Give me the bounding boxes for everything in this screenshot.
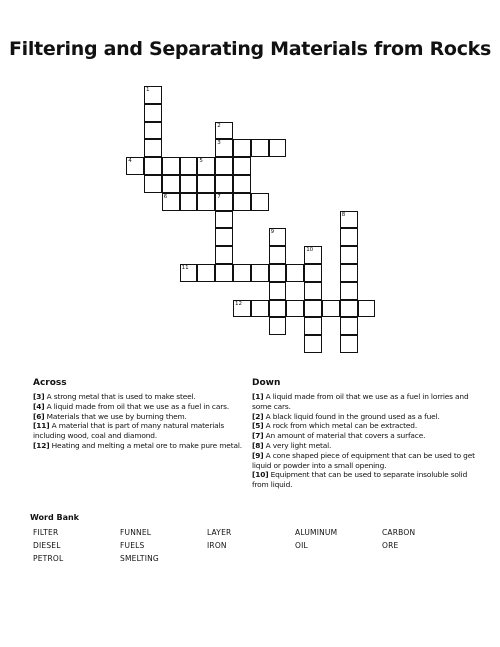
crossword-cell[interactable] — [340, 264, 358, 282]
crossword-cell[interactable] — [340, 317, 358, 335]
crossword-cell[interactable] — [215, 139, 233, 157]
clue-item — [252, 441, 477, 451]
crossword-cell[interactable] — [162, 193, 180, 211]
crossword-cell[interactable] — [215, 193, 233, 211]
clue-number: 6 — [163, 193, 168, 200]
crossword-cell[interactable] — [144, 175, 162, 193]
crossword-cell[interactable] — [304, 282, 322, 300]
crossword-cell[interactable] — [197, 175, 215, 193]
crossword-cell[interactable] — [340, 300, 358, 318]
crossword-cell[interactable] — [269, 139, 287, 157]
clue-item-number: [9] — [252, 450, 264, 460]
clue-number: 2 — [217, 122, 221, 129]
down-heading: Down — [252, 378, 281, 388]
clue-number: 1 — [146, 87, 150, 93]
clue-item — [33, 392, 258, 402]
crossword-cell[interactable] — [251, 193, 269, 211]
clue-item-text: A strong metal that is used to make steel. — [44, 392, 196, 401]
crossword-cell[interactable] — [215, 175, 233, 193]
crossword-cell[interactable] — [233, 175, 251, 193]
crossword-cell[interactable] — [340, 282, 358, 300]
crossword-cell[interactable] — [215, 246, 233, 264]
crossword-cell[interactable] — [251, 300, 269, 318]
clue-number: 8 — [341, 211, 346, 218]
crossword-cell[interactable] — [215, 122, 233, 140]
across-heading: Across — [33, 378, 67, 388]
clue-item-number: [8] — [252, 440, 264, 450]
clue-number: 11 — [181, 265, 189, 271]
crossword-cell[interactable] — [233, 139, 251, 157]
clue-number: 4 — [128, 158, 132, 165]
crossword-cell[interactable] — [144, 104, 162, 122]
crossword-cell[interactable] — [215, 157, 233, 175]
word-bank-word: DIESEL — [33, 541, 61, 550]
clue-item-text: A cone shaped piece of equipment that can be used to get liquid or powder into a small opening. — [252, 450, 475, 470]
clue-number: 9 — [270, 229, 275, 236]
crossword-cell[interactable] — [180, 157, 198, 175]
word-bank-word: LAYER — [207, 528, 232, 537]
crossword-cell[interactable] — [162, 157, 180, 175]
clue-item — [33, 441, 258, 451]
crossword-cell[interactable] — [251, 264, 269, 282]
clue-item-text: A liquid made from oil that we use as a fuel in cars. — [44, 401, 230, 411]
clue-item — [252, 392, 477, 412]
word-bank-word: ALUMINUM — [295, 528, 338, 537]
clue-item-text: A liquid made from oil that we use as a fuel in lorries and some cars. — [252, 392, 469, 411]
crossword-cell[interactable] — [144, 122, 162, 140]
clue-item-number: [4] — [33, 401, 45, 411]
crossword-cell[interactable] — [215, 211, 233, 229]
crossword-cell[interactable] — [197, 157, 215, 175]
clue-item-number: [12] — [33, 440, 50, 450]
clue-number: 7 — [217, 193, 221, 200]
clue-item-number: [2] — [252, 411, 264, 421]
clue-item-text: Equipment that can be used to separate insoluble solid from liquid. — [252, 470, 468, 490]
clue-number: 3 — [217, 140, 221, 147]
crossword-cell[interactable] — [197, 193, 215, 211]
crossword-cell[interactable] — [233, 300, 251, 318]
clue-item — [252, 412, 477, 422]
crossword-cell[interactable] — [304, 300, 322, 318]
word-bank-word: FILTER — [33, 528, 59, 537]
word-bank-word: FUELS — [120, 541, 145, 550]
crossword-cell[interactable] — [197, 264, 215, 282]
crossword-cell[interactable] — [144, 86, 162, 104]
word-bank-word: OIL — [295, 541, 308, 550]
crossword-cell[interactable] — [180, 175, 198, 193]
word-bank-word: SMELTING — [120, 554, 159, 563]
crossword-cell[interactable] — [358, 300, 376, 318]
word-bank-word: IRON — [207, 541, 227, 550]
word-bank-word: ORE — [382, 541, 399, 550]
crossword-cell[interactable] — [322, 300, 340, 318]
clue-item-text: A very light metal. — [263, 440, 332, 450]
clue-number: 12 — [235, 300, 242, 307]
crossword-cell[interactable] — [269, 300, 287, 318]
crossword-cell[interactable] — [304, 264, 322, 282]
crossword-cell[interactable] — [269, 282, 287, 300]
clue-item-number: [7] — [252, 431, 264, 441]
crossword-cell[interactable] — [340, 246, 358, 264]
crossword-cell[interactable] — [233, 157, 251, 175]
crossword-cell[interactable] — [180, 193, 198, 211]
crossword-cell[interactable] — [233, 264, 251, 282]
crossword-cell[interactable] — [286, 264, 304, 282]
clue-number: 10 — [306, 247, 314, 254]
clue-item — [252, 470, 477, 490]
crossword-cell[interactable] — [251, 139, 269, 157]
crossword-cell[interactable] — [304, 317, 322, 335]
crossword-cell[interactable] — [144, 157, 162, 175]
word-bank-title: Word Bank — [30, 513, 80, 522]
crossword-cell[interactable] — [269, 317, 287, 335]
word-bank-word: PETROL — [33, 554, 64, 563]
across-clues — [33, 392, 258, 451]
crossword-cell[interactable] — [304, 335, 322, 353]
clue-item-text: A black liquid found in the ground used as a fuel. — [263, 411, 440, 421]
clue-item — [33, 402, 258, 412]
crossword-cell[interactable] — [340, 211, 358, 229]
word-bank-word: FUNNEL — [120, 528, 152, 537]
clue-item-number: [1] — [252, 392, 264, 401]
crossword-cell[interactable] — [286, 300, 304, 318]
crossword-cell[interactable] — [126, 157, 144, 175]
crossword-cell[interactable] — [162, 175, 180, 193]
crossword-cell[interactable] — [233, 193, 251, 211]
clue-item-text: A rock from which metal can be extracted. — [263, 421, 418, 431]
clue-item — [33, 412, 258, 422]
word-bank-word: CARBON — [382, 528, 416, 537]
clue-item-number: [11] — [33, 421, 50, 431]
page-title: Filtering and Separating Materials from Rocks — [8, 38, 491, 60]
crossword-cell[interactable] — [304, 246, 322, 264]
crossword-cell[interactable] — [180, 264, 198, 282]
clue-item-text: Heating and melting a metal ore to make pure metal. — [49, 440, 242, 450]
clue-item — [252, 451, 477, 471]
clue-number: 5 — [199, 158, 203, 165]
clue-item-text: Materials that we use by burning them. — [44, 411, 187, 421]
clue-item-number: [6] — [33, 411, 45, 421]
crossword-cell[interactable] — [215, 264, 233, 282]
clue-item-text: A material that is part of many natural materials including wood, coal and diamond. — [33, 421, 225, 441]
crossword-cell[interactable] — [340, 228, 358, 246]
clue-item — [252, 431, 477, 441]
crossword-cell[interactable] — [269, 264, 287, 282]
clue-item-text: An amount of material that covers a surface. — [263, 431, 426, 441]
clue-item-number: [3] — [33, 392, 45, 401]
clue-item-number: [5] — [252, 421, 264, 431]
clue-item-number: [10] — [252, 470, 269, 480]
down-clues — [252, 392, 477, 490]
crossword-cell[interactable] — [269, 246, 287, 264]
clue-item — [33, 421, 258, 441]
crossword-cell[interactable] — [144, 139, 162, 157]
clue-item — [252, 421, 477, 431]
crossword-cell[interactable] — [215, 228, 233, 246]
crossword-cell[interactable] — [269, 228, 287, 246]
crossword-cell[interactable] — [340, 335, 358, 353]
